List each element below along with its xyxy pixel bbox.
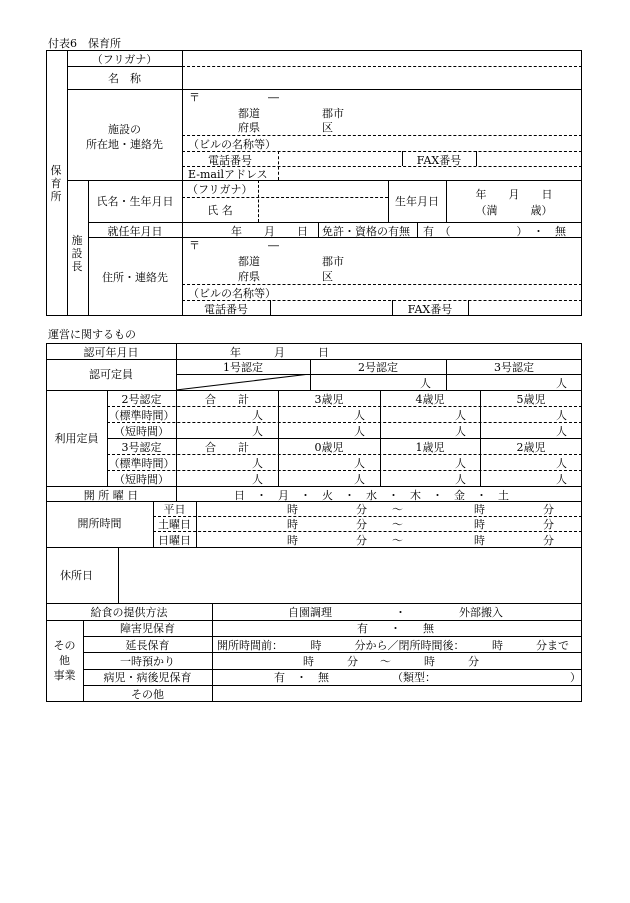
approval-date-label: 認可年月日 xyxy=(83,346,139,359)
hour-mark: 時 xyxy=(287,518,298,531)
age1-label: 1歳児 xyxy=(415,441,445,454)
director-furigana-label: （フリガナ） xyxy=(187,183,253,196)
ku-label: 区 xyxy=(322,121,333,134)
hour-mark: 時 xyxy=(287,534,298,547)
unit: 人 xyxy=(354,473,365,486)
minute-mark: 分 xyxy=(543,518,554,531)
sick-care-close: ） xyxy=(570,671,581,684)
sick-care-type: （類型： xyxy=(392,671,436,684)
unit: 人 xyxy=(556,473,567,486)
unit: 人 xyxy=(556,409,567,422)
std-time-label-3: （標準時間） xyxy=(108,457,175,470)
closed-days-field[interactable] xyxy=(122,551,577,599)
tilde-mark: ～ xyxy=(392,534,403,547)
usage-total-label-2: 合 計 xyxy=(205,393,249,406)
other-business-label-3: 事業 xyxy=(53,669,76,682)
building-label: （ビルの名称等） xyxy=(188,138,276,151)
meal-label: 給食の提供方法 xyxy=(90,606,168,619)
usage-total-label-3: 合 計 xyxy=(205,441,249,454)
fax-label: FAX番号 xyxy=(416,154,462,167)
age0-label: 0歳児 xyxy=(314,441,344,454)
unit: 人 xyxy=(354,409,365,422)
minute-mark: 分 xyxy=(356,503,367,516)
sick-care-options[interactable]: 有 ・ 無 xyxy=(274,671,329,684)
director-fuken: 府県 xyxy=(238,270,260,283)
appoint-ymd: 年 月 日 xyxy=(231,225,308,238)
unit: 人 xyxy=(252,409,263,422)
other-label: その他 xyxy=(131,688,164,701)
other-business-label-1: その xyxy=(53,639,76,652)
hour-mark: 時 xyxy=(287,503,298,516)
furigana-label: （フリガナ） xyxy=(91,53,158,66)
address-label-1: 施設の xyxy=(108,123,141,136)
operation-section-title: 運営に関するもの xyxy=(48,328,136,341)
age4-label: 4歳児 xyxy=(415,393,445,406)
cert2-unit: 人 xyxy=(420,377,431,390)
approval-date: 年 月 日 xyxy=(230,346,329,359)
hour-mark: 時 xyxy=(474,534,485,547)
disabled-care-label: 障害児保育 xyxy=(120,622,175,635)
extended-care-label: 延長保育 xyxy=(125,639,170,652)
director-gunshi: 郡市 xyxy=(322,255,344,268)
meal-external-option[interactable]: 外部搬入 xyxy=(459,606,503,619)
gunshi-label: 郡市 xyxy=(322,107,344,120)
short-time-label-2: （短時間） xyxy=(114,425,169,438)
capacity-label: 認可定員 xyxy=(89,368,133,381)
unit: 人 xyxy=(455,473,466,486)
std-time-label-2: （標準時間） xyxy=(108,409,175,422)
usage-cert3-label: 3号認定 xyxy=(121,441,162,454)
director-todo: 都道 xyxy=(238,255,260,268)
name-label: 名 称 xyxy=(108,72,141,85)
unit: 人 xyxy=(455,425,466,438)
fuken-label: 府県 xyxy=(238,121,260,134)
minute-mark: 分 xyxy=(543,534,554,547)
unit: 人 xyxy=(252,473,263,486)
open-days-label: 開 所 曜 日 xyxy=(83,489,139,502)
director-postal-mark: 〒 xyxy=(189,239,200,252)
meal-self-option[interactable]: 自園調理 xyxy=(288,606,332,619)
usage-cert2-label: 2号認定 xyxy=(121,393,162,406)
hours-label: 開所時間 xyxy=(77,517,122,530)
license-options: 有 （ ） ・ 無 xyxy=(423,225,566,238)
cert3-unit: 人 xyxy=(556,377,567,390)
disabled-care-options[interactable]: 有 ・ 無 xyxy=(357,622,434,635)
cert1-diagonal-slash xyxy=(176,374,310,390)
birth-label: 生年月日 xyxy=(395,195,439,208)
unit: 人 xyxy=(556,425,567,438)
director-address-label: 住所・連絡先 xyxy=(102,271,168,284)
cert1-label: 1号認定 xyxy=(223,361,263,374)
age3-label: 3歳児 xyxy=(314,393,344,406)
unit: 人 xyxy=(252,425,263,438)
director-fax: FAX番号 xyxy=(407,303,453,316)
sunday-label: 日曜日 xyxy=(158,534,191,547)
minute-mark: 分 xyxy=(356,534,367,547)
saturday-label: 土曜日 xyxy=(158,518,191,531)
age-label: （満 歳） xyxy=(475,204,553,217)
usage-capacity-label: 利用定員 xyxy=(54,432,99,445)
document-title: 付表6 保育所 xyxy=(48,37,121,50)
age2-label: 2歳児 xyxy=(516,441,546,454)
director-ku: 区 xyxy=(322,270,333,283)
appoint-label: 就任年月日 xyxy=(107,225,163,238)
meal-dot: ・ xyxy=(395,606,406,619)
extended-care-hours: 開所時間前： 時 分から／閉所時間後： 時 分まで xyxy=(217,639,569,652)
temp-care-label: 一時預かり xyxy=(120,655,175,668)
birth-ymd: 年 月 日 xyxy=(475,188,553,201)
unit: 人 xyxy=(556,457,567,470)
director-name-birth-label: 氏名・生年月日 xyxy=(96,195,174,208)
temp-care-hours: 時 分 ～ 時 分 xyxy=(303,655,479,668)
tel-label: 電話番号 xyxy=(208,154,252,167)
weekday-label: 平日 xyxy=(163,503,186,516)
director-name-label: 氏 名 xyxy=(207,204,233,217)
email-label: E-mailアドレス xyxy=(188,168,268,181)
director-postal-dash: ― xyxy=(268,239,279,252)
cert3-label: 3号認定 xyxy=(494,361,534,374)
hour-mark: 時 xyxy=(474,503,485,516)
minute-mark: 分 xyxy=(356,518,367,531)
license-label: 免許・資格の有無 xyxy=(322,225,410,238)
closed-days-label: 休所日 xyxy=(60,569,93,582)
short-time-label-3: （短時間） xyxy=(114,473,169,486)
postal-mark: 〒 xyxy=(189,91,200,104)
tilde-mark: ～ xyxy=(392,518,403,531)
facility-side-label: 保育所 xyxy=(50,164,62,203)
age5-label: 5歳児 xyxy=(516,393,546,406)
unit: 人 xyxy=(455,457,466,470)
unit: 人 xyxy=(455,409,466,422)
director-tel: 電話番号 xyxy=(204,303,248,316)
director-side-label: 施設長 xyxy=(71,234,83,273)
unit: 人 xyxy=(354,457,365,470)
director-building: （ビルの名称等） xyxy=(188,287,276,300)
sick-care-label: 病児・病後児保育 xyxy=(103,671,192,684)
minute-mark: 分 xyxy=(543,503,554,516)
unit: 人 xyxy=(252,457,263,470)
open-days-options: 日 ・ 月 ・ 火 ・ 水 ・ 木 ・ 金 ・ 土 xyxy=(234,489,509,502)
todo-label: 都道 xyxy=(238,107,260,120)
hour-mark: 時 xyxy=(474,518,485,531)
facility-name-field[interactable] xyxy=(186,70,578,85)
unit: 人 xyxy=(354,425,365,438)
other-business-label-2: 他 xyxy=(59,654,70,667)
postal-dash: ― xyxy=(268,91,279,104)
address-label-2: 所在地・連絡先 xyxy=(86,138,163,151)
tilde-mark: ～ xyxy=(392,503,403,516)
cert2-label: 2号認定 xyxy=(358,361,398,374)
